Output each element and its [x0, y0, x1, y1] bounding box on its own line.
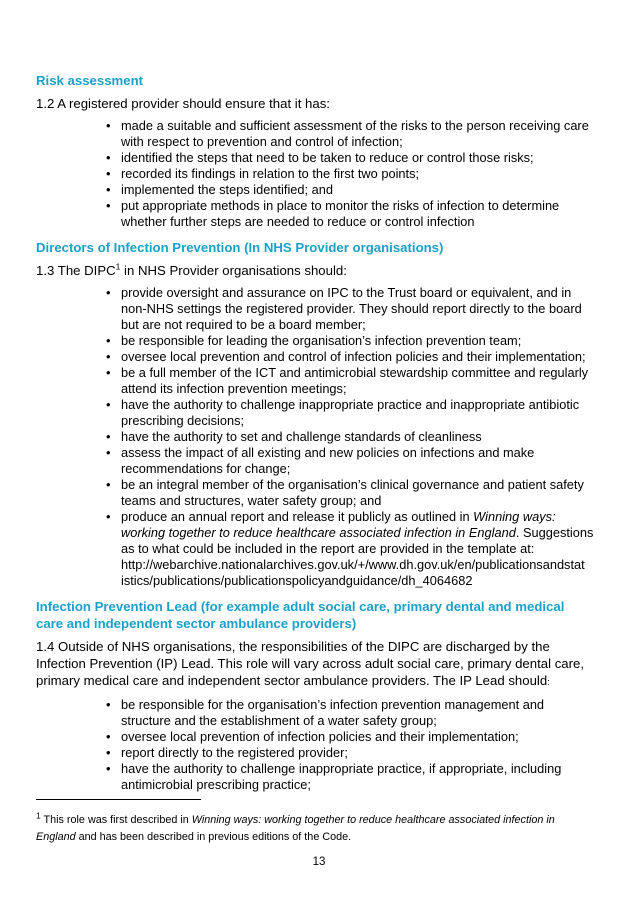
bullet-icon: •: [106, 509, 111, 524]
bullet-icon: •: [106, 333, 111, 348]
list-item: • made a suitable and sufficient assessment of the risks to the person receiving care with respect to prevention and control of infection;: [106, 118, 589, 149]
bullet-icon: •: [106, 761, 111, 776]
list-item: • oversee local prevention and control of infection policies and their implementation;: [106, 349, 586, 364]
page-number: 13: [312, 856, 326, 868]
list-item: • have the authority to challenge inappropriate practice and inappropriate antibiotic prescribing decisions;: [106, 397, 580, 428]
list-item: • oversee local prevention of infection policies and their implementation;: [106, 729, 519, 744]
para-1-4: 1.4 Outside of NHS organisations, the responsibilities of the DIPC are discharged by the Infection Prevention (IP) Lead. This role will vary across adult social care, primary dental care, primary medical care and independent sector ambulance providers. The IP Lead should:: [36, 639, 585, 688]
template-url-part-1: http://webarchive.nationalarchives.gov.uk/+/www.dh.gov.uk/en/publicationsandstat: [121, 557, 585, 572]
list-ip-lead: [36, 697, 594, 793]
list-item: • produce an annual report and release it publicly as outlined in Winning ways: working together to reduce healthcare associated infection in England. Suggestions as to what could be included in the report are provided in the template at: http://webarchive.nationalarchives.gov.uk/+/www.dh.gov.uk/en/publicationsandstat istics/publications/publicationspolicyandguidance/dh_4064682: [106, 509, 594, 588]
bullet-icon: •: [106, 397, 111, 412]
bullet-icon: •: [106, 745, 111, 760]
footnote-ref: 1: [115, 261, 121, 272]
para-1-3: 1.3 The DIPC$^1$ in NHS Provider organisations should:: [36, 261, 347, 278]
list-item: • have the authority to challenge inappropriate practice, if appropriate, including antimicrobial prescribing practice;: [106, 761, 562, 792]
bullet-icon: •: [106, 729, 111, 744]
bullet-icon: •: [106, 349, 111, 364]
list-item: • report directly to the registered provider;: [106, 745, 348, 760]
footnote-number: 1: [36, 810, 41, 821]
list-item: • identified the steps that need to be taken to reduce or control those risks;: [106, 150, 534, 165]
heading-risk-assessment: Risk assessment: [36, 73, 144, 88]
heading-directors-infection-prevention: Directors of Infection Prevention (In NHS Provider organisations): [36, 240, 444, 255]
template-url-part-2: istics/publications/publicationspolicyandguidance/dh_4064682: [121, 573, 473, 588]
document-page: [36, 72, 594, 793]
list-item: • have the authority to set and challenge standards of cleanliness: [106, 429, 482, 444]
list-item: • assess the impact of all existing and new policies on infections and make recommendations for change;: [106, 445, 535, 476]
list-risk-assessment: [36, 118, 594, 230]
bullet-icon: •: [106, 477, 111, 492]
footnote-divider: [36, 799, 201, 800]
bullet-icon: •: [106, 118, 111, 133]
list-item: • be an integral member of the organisation’s clinical governance and patient safety teams and structures, water safety group; and: [106, 477, 584, 508]
list-item: • provide oversight and assurance on IPC to the Trust board or equivalent, and in non-NHS settings the registered provider. They should report directly to the board but are not required to be a board member;: [106, 285, 582, 332]
footnote-publication-title: Winning ways: working together to reduce healthcare associated infection in England: [36, 814, 555, 843]
list-item: • implemented the steps identified; and: [106, 182, 333, 197]
bullet-icon: •: [106, 166, 111, 181]
bullet-icon: •: [106, 150, 111, 165]
list-item: • recorded its findings in relation to the first two points;: [106, 166, 420, 181]
heading-infection-prevention-lead: Infection Prevention Lead (for example adult social care, primary dental and medical care and independent sector ambulance providers): [36, 599, 565, 631]
list-item: • be responsible for the organisation’s infection prevention management and structure and the establishment of a water safety group;: [106, 697, 545, 728]
bullet-icon: •: [106, 365, 111, 380]
bullet-icon: •: [106, 198, 111, 213]
footnote: $^1$ This role was first described in Winning ways: working together to reduce healthcare associated infection in England and has been described in previous editions of the Code.: [36, 810, 555, 843]
para-1-2: 1.2 A registered provider should ensure that it has:: [36, 96, 330, 111]
list-item: • put appropriate methods in place to monitor the risks of infection to determine whether further steps are needed to reduce or control infection: [106, 198, 560, 229]
bullet-icon: •: [106, 285, 111, 300]
bullet-icon: •: [106, 429, 111, 444]
list-item: • be responsible for leading the organisation’s infection prevention team;: [106, 333, 522, 348]
bullet-icon: •: [106, 697, 111, 712]
bullet-icon: •: [106, 182, 111, 197]
bullet-icon: •: [106, 445, 111, 460]
list-item: • be a full member of the ICT and antimicrobial stewardship committee and regularly attend its infection prevention meetings;: [106, 365, 589, 396]
publication-title: Winning ways: working together to reduce healthcare associated infection in England: [121, 509, 556, 540]
list-dipc: [36, 285, 594, 589]
